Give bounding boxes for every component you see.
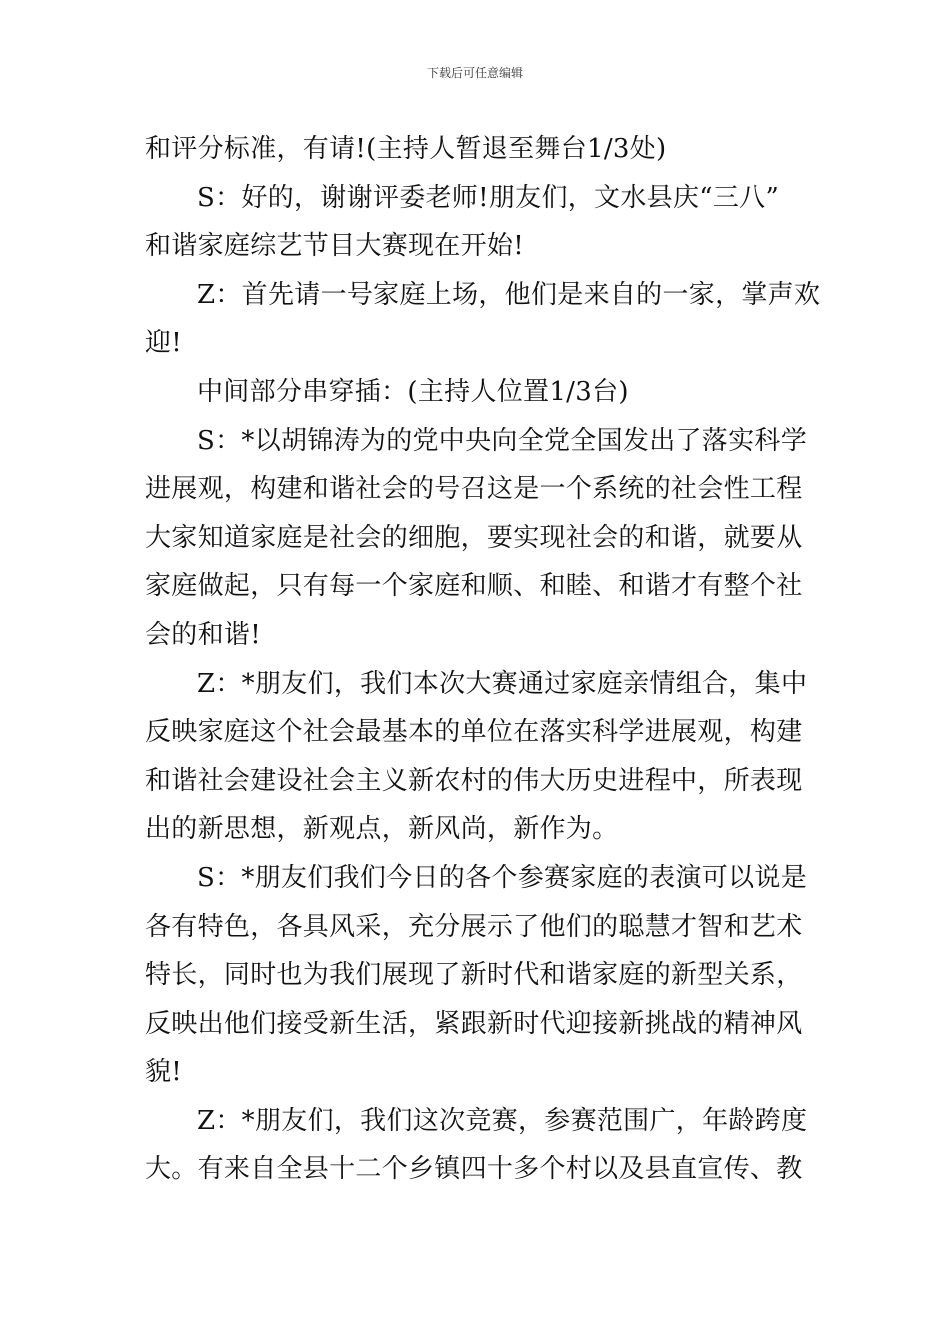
paragraph [145, 417, 809, 660]
paragraph-line: 会的和谐! [145, 619, 261, 650]
paragraph-line: 出的新思想，新观点，新风尚，新作为。 [145, 814, 619, 845]
paragraph [145, 854, 809, 1097]
paragraph-line: S：*以胡锦涛为的党中央向全党全国发出了落实科学 [197, 425, 808, 456]
paragraph-line: 反映家庭这个社会最基本的单位在落实科学进展观，构建 [145, 717, 803, 748]
paragraph-line: 特长，同时也为我们展现了新时代和谐家庭的新型关系， [145, 960, 803, 991]
paragraph-line: 大。有来自全县十二个乡镇四十多个村以及县直宣传、教 [145, 1154, 803, 1185]
paragraph-line: 和谐家庭综艺节目大赛现在开始! [145, 231, 524, 262]
paragraph-line: 进展观，构建和谐社会的号召这是一个系统的社会性工程 [145, 474, 803, 505]
paragraph-line: S：好的，谢谢评委老师!朋友们，文水县庆“三八” [197, 182, 780, 213]
paragraph-line: Z：*朋友们，我们这次竞赛，参赛范围广，年龄跨度 [197, 1105, 808, 1136]
paragraph [145, 271, 821, 368]
paragraph-line: 反映出他们接受新生活，紧跟新时代迎接新挑战的精神风 [145, 1008, 803, 1039]
paragraph-line: 和谐社会建设社会主义新农村的伟大历史进程中，所表现 [145, 765, 803, 796]
paragraph-line: 迎! [145, 328, 183, 359]
paragraph [145, 174, 809, 271]
paragraph [145, 1097, 809, 1194]
page-header: 下载后可任意编辑 [426, 66, 523, 80]
document-body [145, 125, 821, 1194]
paragraph-line: 各有特色，各具风采，充分展示了他们的聪慧才智和艺术 [145, 911, 803, 942]
paragraph-line: 家庭做起，只有每一个家庭和顺、和睦、和谐才有整个社 [145, 571, 803, 602]
paragraph-line: Z：*朋友们，我们本次大赛通过家庭亲情组合，集中 [197, 668, 808, 699]
paragraph [145, 368, 809, 417]
paragraph-line: 貌! [145, 1057, 183, 1088]
paragraph-line: Z：首先请一号家庭上场，他们是来自的一家，掌声欢 [197, 279, 821, 310]
paragraph [145, 125, 809, 174]
paragraph-line: 和评分标准，有请!(主持人暂退至舞台1/3处) [145, 134, 667, 164]
paragraph [145, 660, 809, 854]
paragraph-line: S：*朋友们我们今日的各个参赛家庭的表演可以说是 [197, 862, 808, 893]
paragraph-line: 中间部分串穿插：(主持人位置1/3台) [197, 376, 629, 407]
paragraph-line: 大家知道家庭是社会的细胞，要实现社会的和谐，就要从 [145, 522, 803, 553]
